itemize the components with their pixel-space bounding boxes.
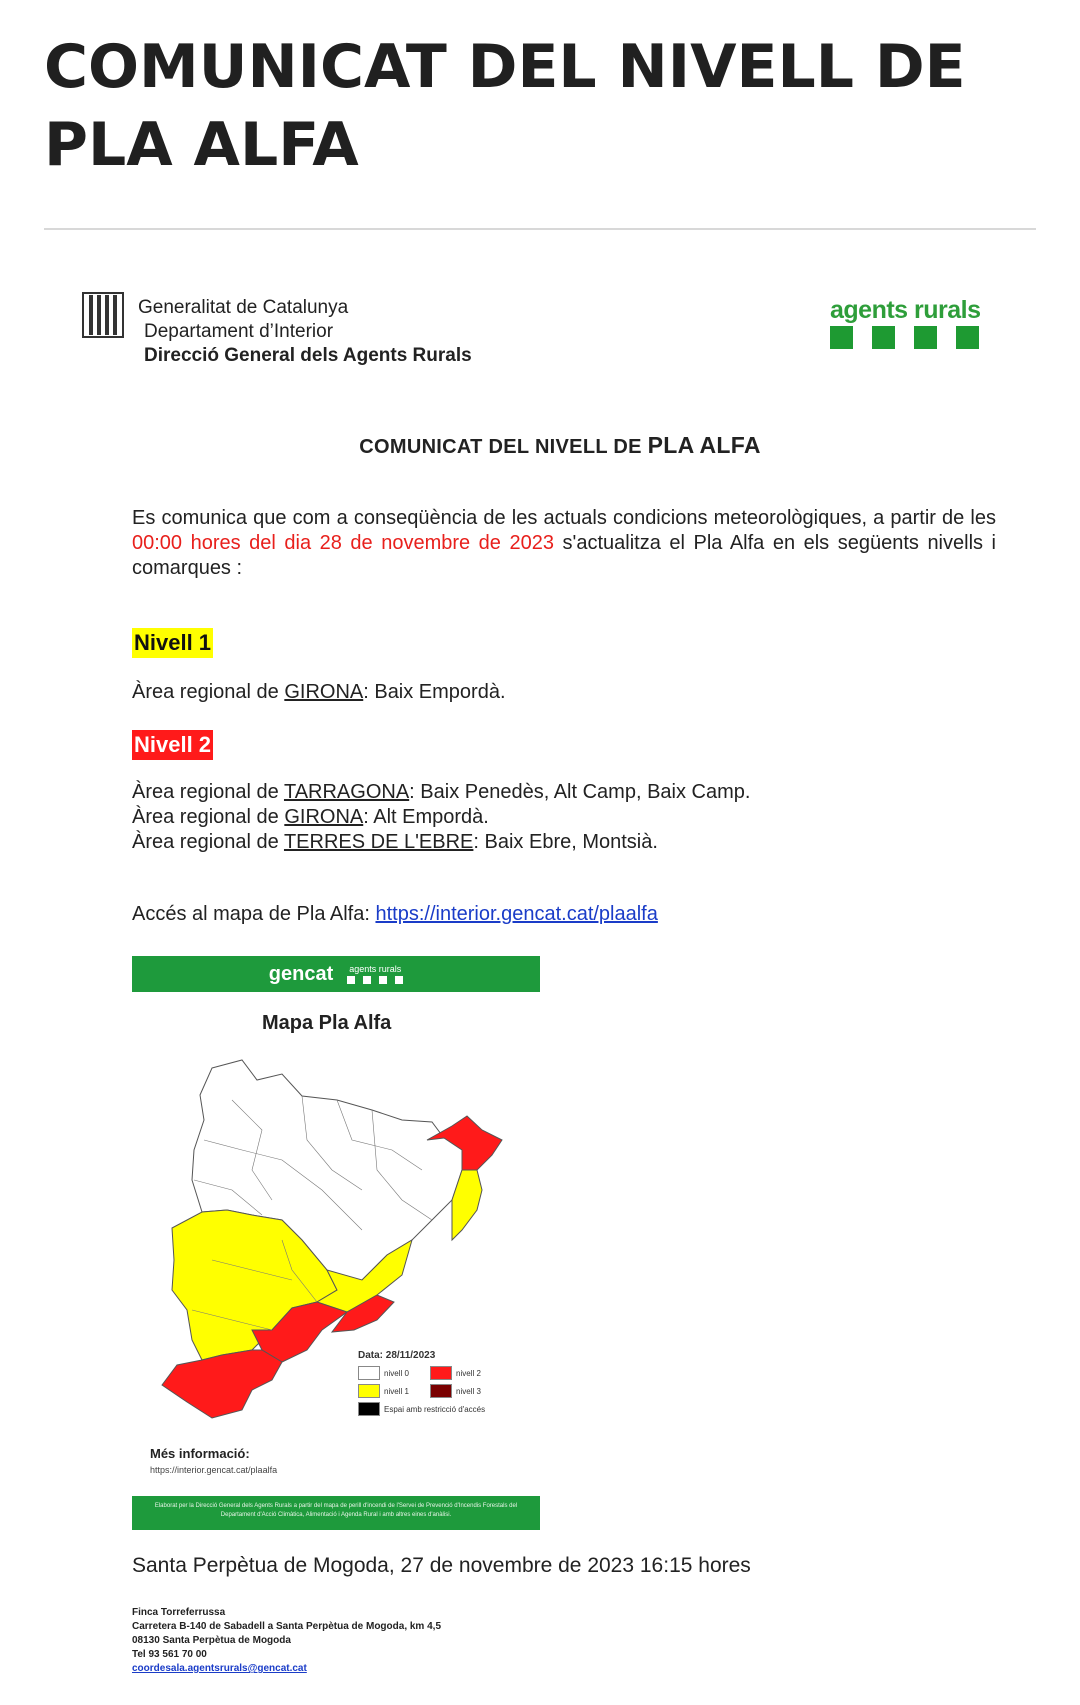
- legend-special-swatch: [358, 1402, 380, 1416]
- document-heading: [0, 432, 1080, 459]
- org-line-generalitat: Generalitat de Catalunya: [138, 297, 349, 318]
- agents-rurals-logo: [830, 296, 990, 349]
- address-line-2: Carretera B-140 de Sabadell a Santa Perpètua de Mogoda, km 4,5: [132, 1621, 442, 1632]
- legend-n3-swatch: [430, 1384, 452, 1398]
- agents-rurals-logo-squares: [830, 326, 990, 349]
- legend-n1: nivell 1: [384, 1386, 409, 1396]
- address-line-3: 08130 Santa Perpètua de Mogoda: [132, 1635, 291, 1646]
- legend-special: Espai amb restricció d'accés: [384, 1404, 486, 1414]
- level-1-badge: Nivell 1: [132, 628, 213, 658]
- address-email-link[interactable]: coordesala.agentsrurals@gencat.cat: [132, 1663, 307, 1674]
- legend-n3: nivell 3: [456, 1386, 481, 1396]
- level-1-area-girona: Àrea regional de GIRONA: Baix Empordà.: [132, 681, 506, 703]
- address-phone: Tel 93 561 70 00: [132, 1649, 207, 1660]
- legend-n0: nivell 0: [384, 1368, 409, 1378]
- address-block: [132, 1606, 441, 1676]
- legend-n2: nivell 2: [456, 1368, 481, 1378]
- org-line-department: Departament d’Interior: [144, 321, 334, 342]
- intro-text-a: Es comunica que com a conseqüència de les actuals condicions meteorològiques, a partir de les: [132, 507, 996, 529]
- legend-n1-swatch: [358, 1384, 380, 1398]
- map-footer-band: Elaborat per la Direcció General dels Agents Rurals a partir del mapa de perill d'incendi de l'Servei de Prevenció d'Incendis Forestals del Departament d'Acció Climàtica, Alimentació i Agenda Rural i amb altres eines d'anàlisi.: [132, 1496, 540, 1530]
- gencat-brand: gencat: [268, 962, 334, 985]
- more-info-label: Més informació:: [150, 1446, 250, 1461]
- legend-n0-swatch: [358, 1366, 380, 1380]
- level-2-area-girona: Àrea regional de GIRONA: Alt Empordà.: [132, 806, 489, 828]
- organization-block: [138, 296, 472, 368]
- map-legend: [358, 1350, 498, 1418]
- intro-date-highlight: 00:00 hores del dia 28 de novembre de 2023: [132, 532, 554, 554]
- level-2-area-terres-ebre: Àrea regional de TERRES DE L'EBRE: Baix Ebre, Montsià.: [132, 831, 658, 853]
- map-region-red-ebre: [162, 1350, 282, 1418]
- intro-paragraph: [132, 506, 996, 581]
- agents-rurals-logo-text: agents rurals: [830, 296, 981, 324]
- legend-n2-swatch: [430, 1366, 452, 1380]
- level-2-badge: Nivell 2: [132, 730, 213, 760]
- intro-text-b: s'actualitza el Pla Alfa en els següents nivells i comarques :: [132, 532, 997, 579]
- document-heading-big: PLA ALFA: [647, 432, 761, 458]
- level-2-area-tarragona: Àrea regional de TARRAGONA: Baix Penedès, Alt Camp, Baix Camp.: [132, 781, 751, 803]
- signoff-date-line: Santa Perpètua de Mogoda, 27 de novembre de 2023 16:15 hores: [132, 1554, 751, 1577]
- address-line-1: Finca Torreferrussa: [132, 1607, 226, 1618]
- page-title: COMUNICAT DEL NIVELL DE PLA ALFA: [44, 32, 966, 180]
- generalitat-crest-icon: [82, 292, 124, 338]
- map-access-line: Accés al mapa de Pla Alfa: https://interior.gencat.cat/plaalfa: [132, 903, 658, 925]
- document-heading-small: COMUNICAT DEL NIVELL DE: [359, 436, 642, 458]
- banner-squares-icon: [347, 976, 403, 984]
- more-info-url: https://interior.gencat.cat/plaalfa: [150, 1465, 278, 1475]
- org-line-direction: Direcció General dels Agents Rurals: [144, 345, 472, 366]
- map-banner: [132, 956, 540, 992]
- map-date: Data: 28/11/2023: [358, 1350, 436, 1361]
- map-title: Mapa Pla Alfa: [262, 1012, 392, 1034]
- map-access-link[interactable]: https://interior.gencat.cat/plaalfa: [375, 903, 658, 925]
- banner-agents-rurals-text: agents rurals: [349, 964, 402, 974]
